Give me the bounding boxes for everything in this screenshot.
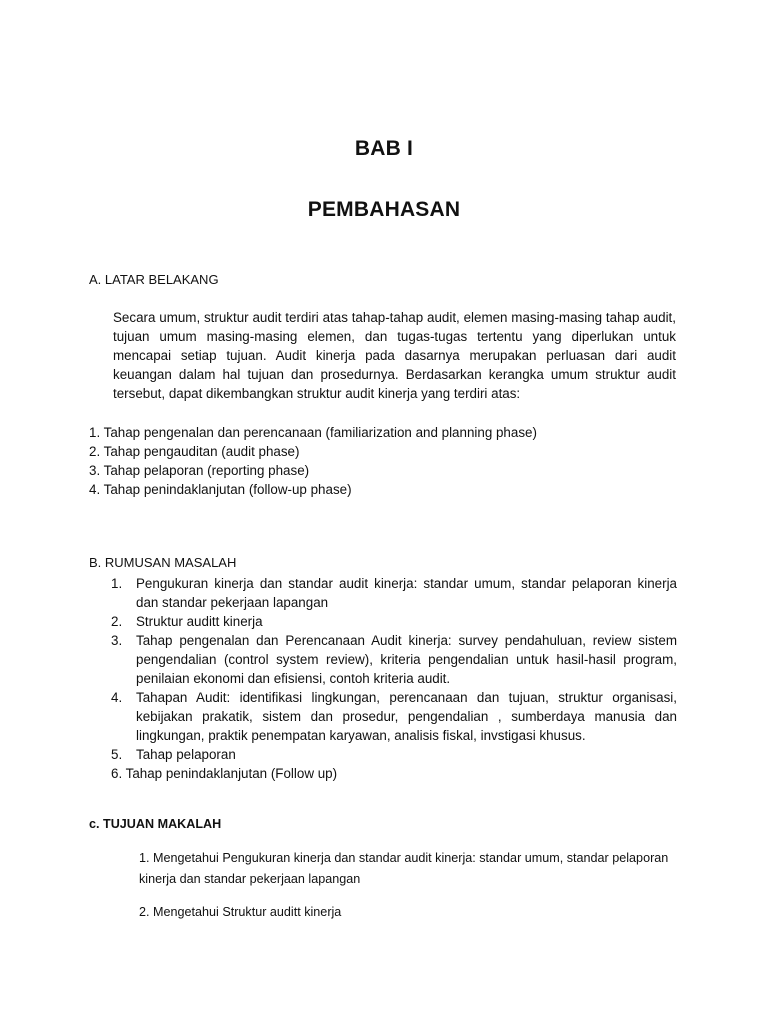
list-item <box>111 612 677 631</box>
rumusan-masalah-list <box>111 574 677 783</box>
section-b-heading: B. RUMUSAN MASALAH <box>89 555 237 570</box>
list-item: 4. Tahap penindaklanjutan (follow-up phase) <box>89 482 352 497</box>
list-item: 3. Tahap pelaporan (reporting phase) <box>89 463 310 478</box>
list-text: Struktur auditt kinerja <box>136 614 263 629</box>
chapter-subtitle: PEMBAHASAN <box>307 198 461 221</box>
section-c-heading: c. TUJUAN MAKALAH <box>89 817 222 831</box>
list-item: 2. Tahap pengauditan (audit phase) <box>89 444 300 459</box>
list-number: 2. <box>111 614 123 629</box>
tujuan-item: 1. Mengetahui Pengukuran kinerja dan standar audit kinerja: standar umum, standar pelaporan kinerja dan standar pekerjaan lapangan <box>139 851 669 886</box>
list-number: 3. <box>111 633 123 648</box>
list-number: 4. <box>111 690 123 705</box>
list-item <box>111 688 677 745</box>
chapter-title: BAB I <box>354 137 414 160</box>
list-item: 6. Tahap penindaklanjutan (Follow up) <box>111 766 338 781</box>
section-a-paragraph: Secara umum, struktur audit terdiri atas tahap-tahap audit, elemen masing-masing tahap audit, tujuan umum masing-masing elemen, dan tugas-tugas tertentu yang diperlukan untuk mencapai setiap tujuan. Audit kinerja pada dasarnya merupakan perluasan dari audit keuangan dalam hal tujuan dan prosedurnya. Berdasarkan kerangka umum struktur audit tersebut, dapat dikembangkan struktur audit kinerja yang terdiri atas: <box>113 310 676 401</box>
list-text: Tahap pengenalan dan Perencanaan Audit kinerja: survey pendahuluan, review sistem pengendalian (control system review), kriteria pengendalian untuk hasil-hasil program, penilaian ekonomi dan efisiensi, contoh kriteria audit. <box>136 633 677 686</box>
list-item: 1. Tahap pengenalan dan perencanaan (familiarization and planning phase) <box>89 425 537 440</box>
audit-phase-list <box>89 423 537 499</box>
list-item <box>111 574 677 612</box>
section-a-heading: A. LATAR BELAKANG <box>89 272 219 287</box>
list-text: Pengukuran kinerja dan standar audit kinerja: standar umum, standar pelaporan kinerja dan standar pekerjaan lapangan <box>136 576 677 610</box>
list-number: 5. <box>111 747 123 762</box>
list-number: 1. <box>111 576 123 591</box>
list-item <box>111 745 677 764</box>
list-item <box>111 631 677 688</box>
tujuan-item: 2. Mengetahui Struktur auditt kinerja <box>139 905 342 919</box>
list-text: Tahap pelaporan <box>136 747 236 762</box>
list-text: Tahapan Audit: identifikasi lingkungan, perencanaan dan tujuan, struktur organisasi, kebijakan prakatik, sistem dan prosedur, pengendalian , sumberdaya manusia dan lingkungan, praktik penempatan karyawan, analisis fiskal, invstigasi khusus. <box>136 690 677 743</box>
